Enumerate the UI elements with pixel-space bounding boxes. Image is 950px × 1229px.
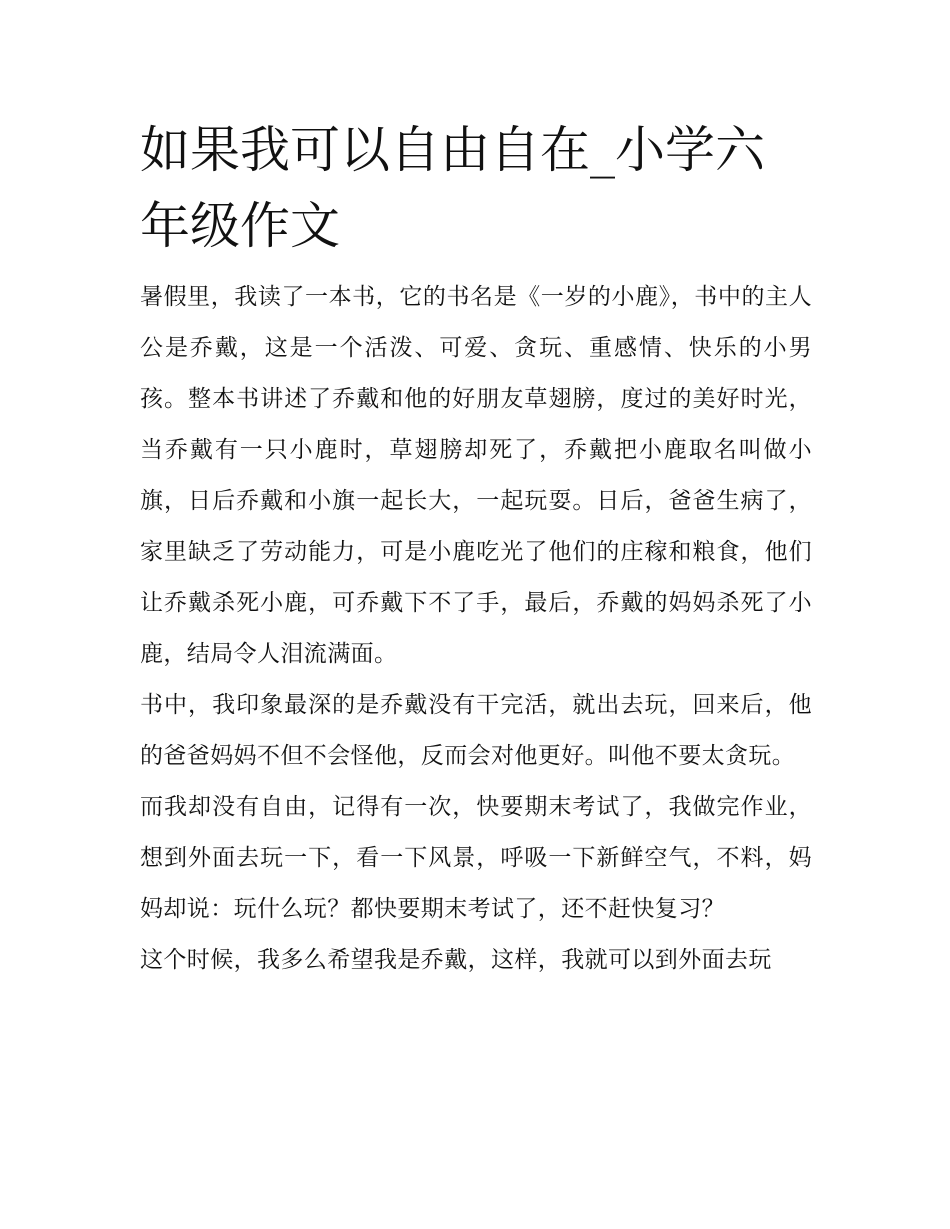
paragraph-1: 暑假里，我读了一本书，它的书名是《一岁的小鹿》，书中的主人公是乔戴，这是一个活泼、可爱、贪玩、重感情、快乐的小男孩。整本书讲述了乔戴和他的好朋友草翅膀，度过的美好时光，当乔戴有一只小鹿时，草翅膀却死了，乔戴把小鹿取名叫做小旗，日后乔戴和小旗一起长大，一起玩耍。日后，爸爸生病了，家里缺乏了劳动能力，可是小鹿吃光了他们的庄稼和粮食，他们让乔戴杀死小鹿，可乔戴下不了手，最后，乔戴的妈妈杀死了小鹿，结局令人泪流满面。 (140, 284, 812, 667)
paragraph-4: 这个时候，我多么希望我是乔戴，这样，我就可以到外面去玩 (140, 947, 772, 973)
document-content (140, 112, 812, 986)
document-title: 如果我可以自由自在_小学六年级作文 (140, 121, 765, 255)
paragraph-3: 而我却没有自由，记得有一次，快要期末考试了，我做完作业，想到外面去玩一下，看一下风景，呼吸一下新鲜空气，不料，妈妈却说：玩什么玩？都快要期末考试了，还不赶快复习？ (140, 794, 812, 922)
paragraph-2: 书中，我印象最深的是乔戴没有干完活，就出去玩，回来后，他的爸爸妈妈不但不会怪他，反而会对他更好。叫他不要太贪玩。 (140, 692, 812, 769)
